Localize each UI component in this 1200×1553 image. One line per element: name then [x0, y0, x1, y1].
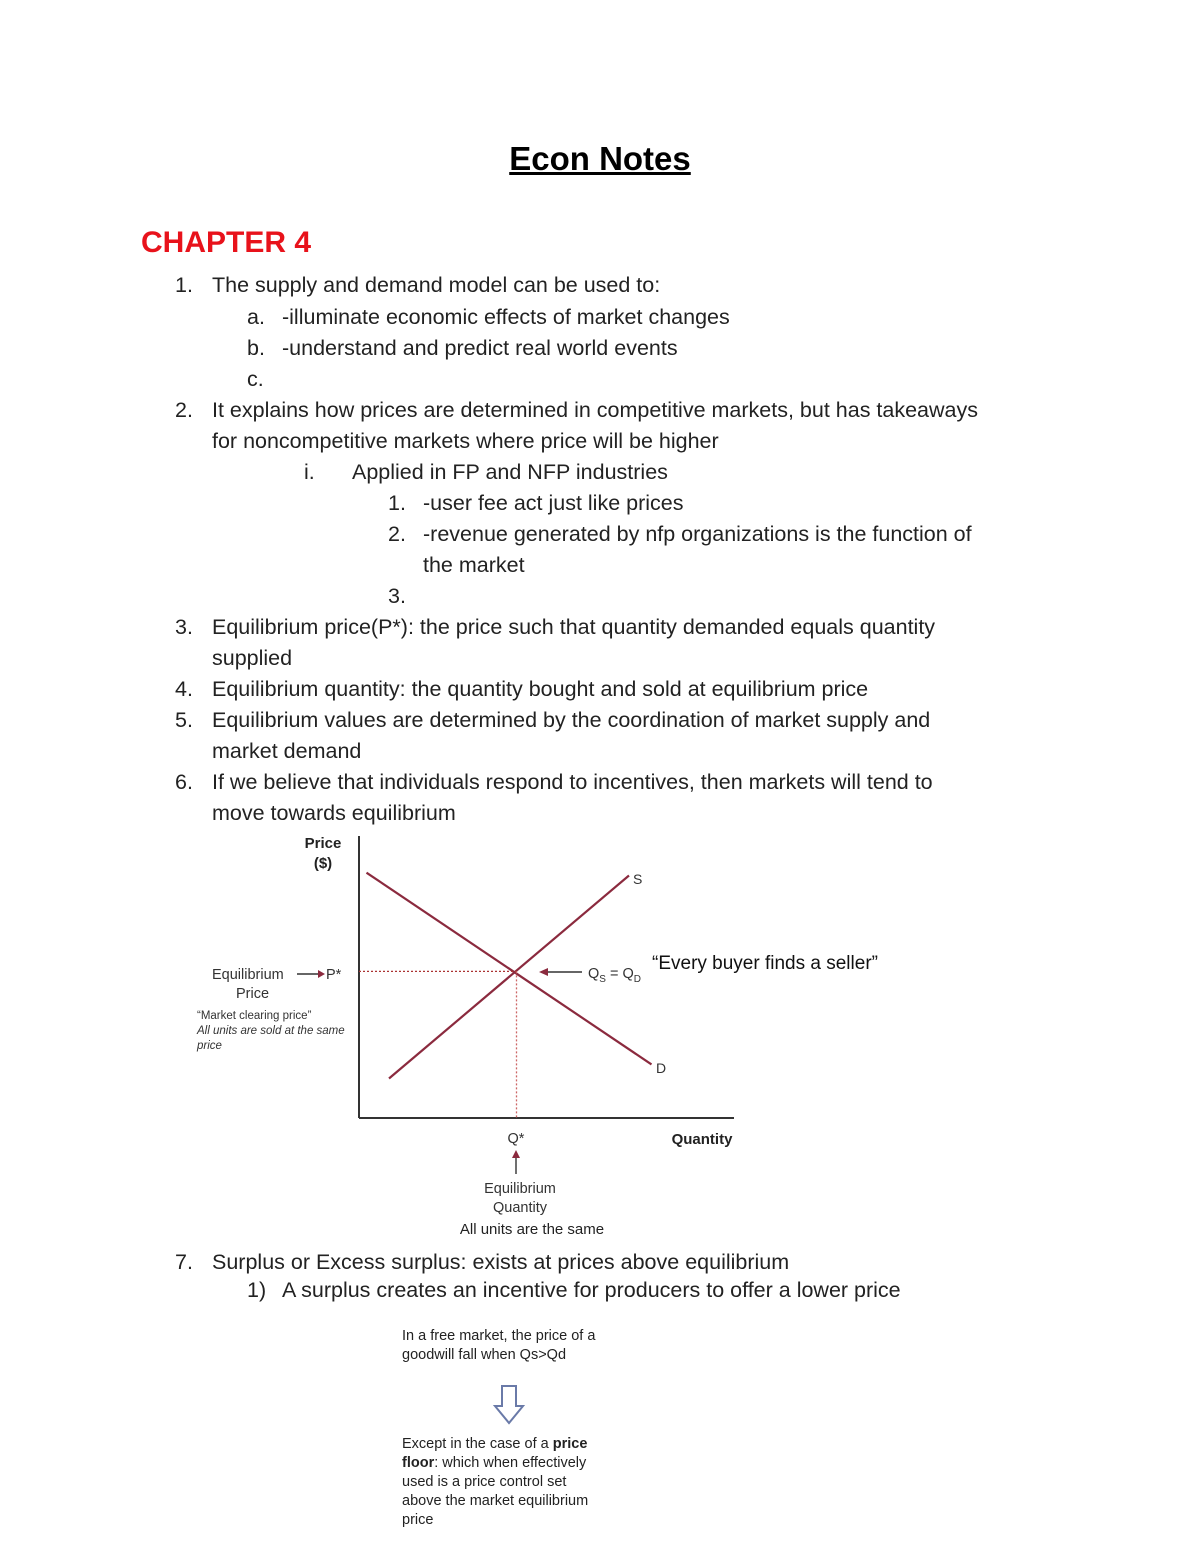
item-number: 6.: [175, 770, 193, 794]
item-text: -revenue generated by nfp organizations is the function of: [423, 522, 972, 546]
qs-eq-qd-label: $Q_S = Q_D$: [588, 966, 641, 985]
item-text: market demand: [212, 739, 362, 763]
eq-price-label-1: Equilibrium: [212, 967, 284, 983]
item-text: -user fee act just like prices: [423, 491, 684, 515]
p-arrow-icon: [318, 970, 325, 978]
item-text: the market: [423, 553, 525, 577]
down-arrow-icon: [492, 1384, 526, 1426]
flow-bottom-line-1: Except in the case of a price: [402, 1436, 588, 1452]
item-text: It explains how prices are determined in competitive markets, but has takeaways: [212, 398, 979, 422]
flow-bottom-line-4: above the market equilibrium: [402, 1493, 589, 1509]
item-number: 3.: [175, 615, 193, 639]
item-number: b.: [247, 336, 265, 360]
item-number: 2.: [175, 398, 193, 422]
all-units-note-2: price: [197, 1040, 222, 1052]
flow-bottom-line-3: used is a price control set: [402, 1474, 567, 1490]
item-text: for noncompetitive markets where price will be higher: [212, 429, 719, 453]
item-number: 1): [247, 1278, 267, 1302]
item-number: 5.: [175, 708, 193, 732]
y-axis-unit: ($): [313, 855, 333, 872]
all-units-note-1: All units are sold at the same: [197, 1025, 345, 1037]
item-number: 7.: [175, 1250, 193, 1274]
eq-quantity-label-2: Quantity: [493, 1200, 547, 1216]
flow-top-line-1: In a free market, the price of a: [402, 1328, 596, 1344]
y-axis-label: Price: [304, 835, 342, 852]
item-text: Equilibrium quantity: the quantity bought and sold at equilibrium price: [212, 677, 869, 701]
item-number: a.: [247, 305, 265, 329]
chapter-heading: CHAPTER 4: [141, 226, 312, 259]
item-text: Surplus or Excess surplus: exists at prices above equilibrium: [212, 1250, 790, 1274]
demand-label: D: [656, 1060, 667, 1076]
item-number: 2.: [388, 522, 406, 546]
item-text: Applied in FP and NFP industries: [352, 460, 668, 484]
eq-quantity-label-1: Equilibrium: [484, 1181, 556, 1197]
p-star-label: P*: [326, 967, 342, 983]
supply-label: S: [633, 871, 643, 887]
item-text: move towards equilibrium: [212, 801, 456, 825]
item-number: 3.: [388, 584, 406, 608]
flow-top-text: [402, 1327, 642, 1365]
every-buyer-caption: “Every buyer finds a seller”: [652, 953, 878, 974]
item-text: Equilibrium price(P*): the price such that quantity demanded equals quantity: [212, 615, 936, 639]
q-star-label: Q*: [507, 1131, 525, 1147]
item-text: The supply and demand model can be used to:: [212, 273, 661, 297]
document-title: Econ Notes: [509, 140, 691, 177]
item-text: If we believe that individuals respond to incentives, then markets will tend to: [212, 770, 933, 794]
eq-price-label-2: Price: [236, 986, 270, 1002]
flow-bottom-line-5: price: [402, 1512, 434, 1528]
flow-bottom-text: [402, 1435, 642, 1530]
item-number: 1.: [388, 491, 406, 515]
item-text: supplied: [212, 646, 293, 670]
x-axis-label: Quantity: [671, 1131, 733, 1148]
item-number: 1.: [175, 273, 193, 297]
item-text: -understand and predict real world events: [282, 336, 678, 360]
flow-top-line-2: goodwill fall when Qs>Qd: [402, 1347, 567, 1363]
item-text: -illuminate economic effects of market changes: [282, 305, 730, 329]
q-arrow-icon: [512, 1150, 520, 1158]
supply-demand-chart: [190, 828, 910, 1240]
item-text: A surplus creates an incentive for producers to offer a lower price: [282, 1278, 901, 1302]
item-number: i.: [304, 460, 315, 484]
qs-qd-arrow-icon: [539, 968, 548, 976]
item-text: Equilibrium values are determined by the coordination of market supply and: [212, 708, 931, 732]
all-units-same-caption: All units are the same: [459, 1221, 605, 1238]
item-number: 4.: [175, 677, 193, 701]
flow-bottom-line-2: floor: which when effectively: [402, 1455, 587, 1471]
market-clearing-note: “Market clearing price”: [197, 1010, 312, 1022]
item-number: c.: [247, 367, 264, 391]
